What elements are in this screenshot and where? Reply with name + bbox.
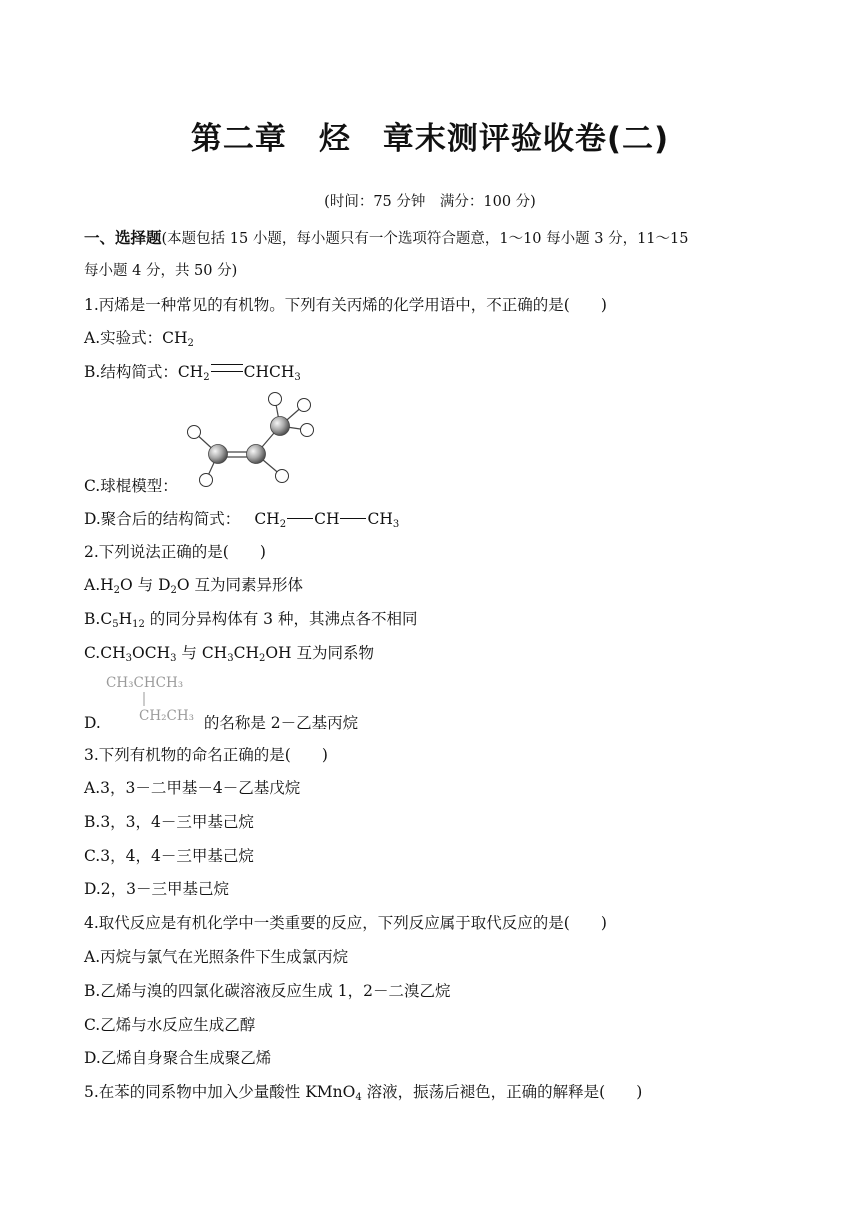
q1-stem: 1.丙烯是一种常见的有机物。下列有关丙烯的化学用语中，不正确的是( ) (84, 296, 607, 314)
q4-option-b: B.乙烯与溴的四氯化碳溶液反应生成 1，2－二溴乙烷 (84, 982, 451, 1000)
q1-option-d: D.聚合后的结构简式： $CH_2$ CH $CH_3$ (84, 510, 400, 530)
q3-option-b: B.3，3，4－三甲基己烷 (84, 813, 254, 831)
double-bond-symbol (211, 364, 243, 372)
section-note-cont: 每小题 4 分，共 50 分) (84, 263, 238, 279)
ball-and-stick-model-image (176, 388, 326, 492)
section-note: (本题包括 15 小题，每小题只有一个选项符合题意，1～10 每小题 3 分，11～15 (161, 231, 689, 247)
q5-stem: 5.在苯的同系物中加入少量酸性 KMnO$_4$ 溶液，振荡后褪色，正确的解释是( ) (84, 1083, 643, 1103)
page-title: 第二章 烃 章末测评验收卷(二) (190, 121, 670, 157)
exam-meta: (时间：75 分钟 满分：100 分) (324, 194, 536, 210)
section-heading: 一、选择题 (84, 229, 162, 247)
svg-text:CH₂CH₃: CH₂CH₃ (139, 708, 195, 724)
q2-option-b: $B.C_5H_{12}$ 的同分异构体有 3 种，其沸点各不相同 (84, 610, 418, 630)
svg-text:CH₃CHCH₃: CH₃CHCH₃ (106, 675, 184, 691)
q2-option-c: $C.CH_3OCH_3$ 与 $CH_3CH_2OH$ 互为同系物 (84, 644, 374, 664)
q1-option-c: C.球棍模型： (84, 477, 178, 495)
q1-option-a: A.实验式：$CH_2$ (84, 329, 194, 349)
q4-stem: 4.取代反应是有机化学中一类重要的反应，下列反应属于取代反应的是( ) (84, 914, 607, 932)
q3-option-a: A.3，3－二甲基－4－乙基戊烷 (84, 779, 301, 797)
q3-option-d: D.2，3－三甲基己烷 (84, 880, 230, 898)
q4-option-a: A.丙烷与氯气在光照条件下生成氯丙烷 (84, 948, 349, 966)
single-bond-symbol (340, 518, 366, 519)
q2-option-d: D. 的名称是 2－乙基丙烷 (84, 714, 359, 732)
q3-stem: 3.下列有机物的命名正确的是( ) (84, 746, 328, 764)
q1-option-b: B.结构简式：$CH_2$ $CHCH_3$ (84, 363, 301, 383)
section-heading-line (84, 227, 688, 250)
single-bond-symbol (287, 518, 313, 519)
q2-option-a: $A.H_2O$ 与 $D_2O$ 互为同素异形体 (84, 576, 304, 596)
q4-option-c: C.乙烯与水反应生成乙醇 (84, 1016, 256, 1034)
q2-stem: 2.下列说法正确的是( ) (84, 543, 266, 561)
q4-option-d: D.乙烯自身聚合生成聚乙烯 (84, 1049, 272, 1067)
q3-option-c: C.3，4，4－三甲基己烷 (84, 847, 254, 865)
